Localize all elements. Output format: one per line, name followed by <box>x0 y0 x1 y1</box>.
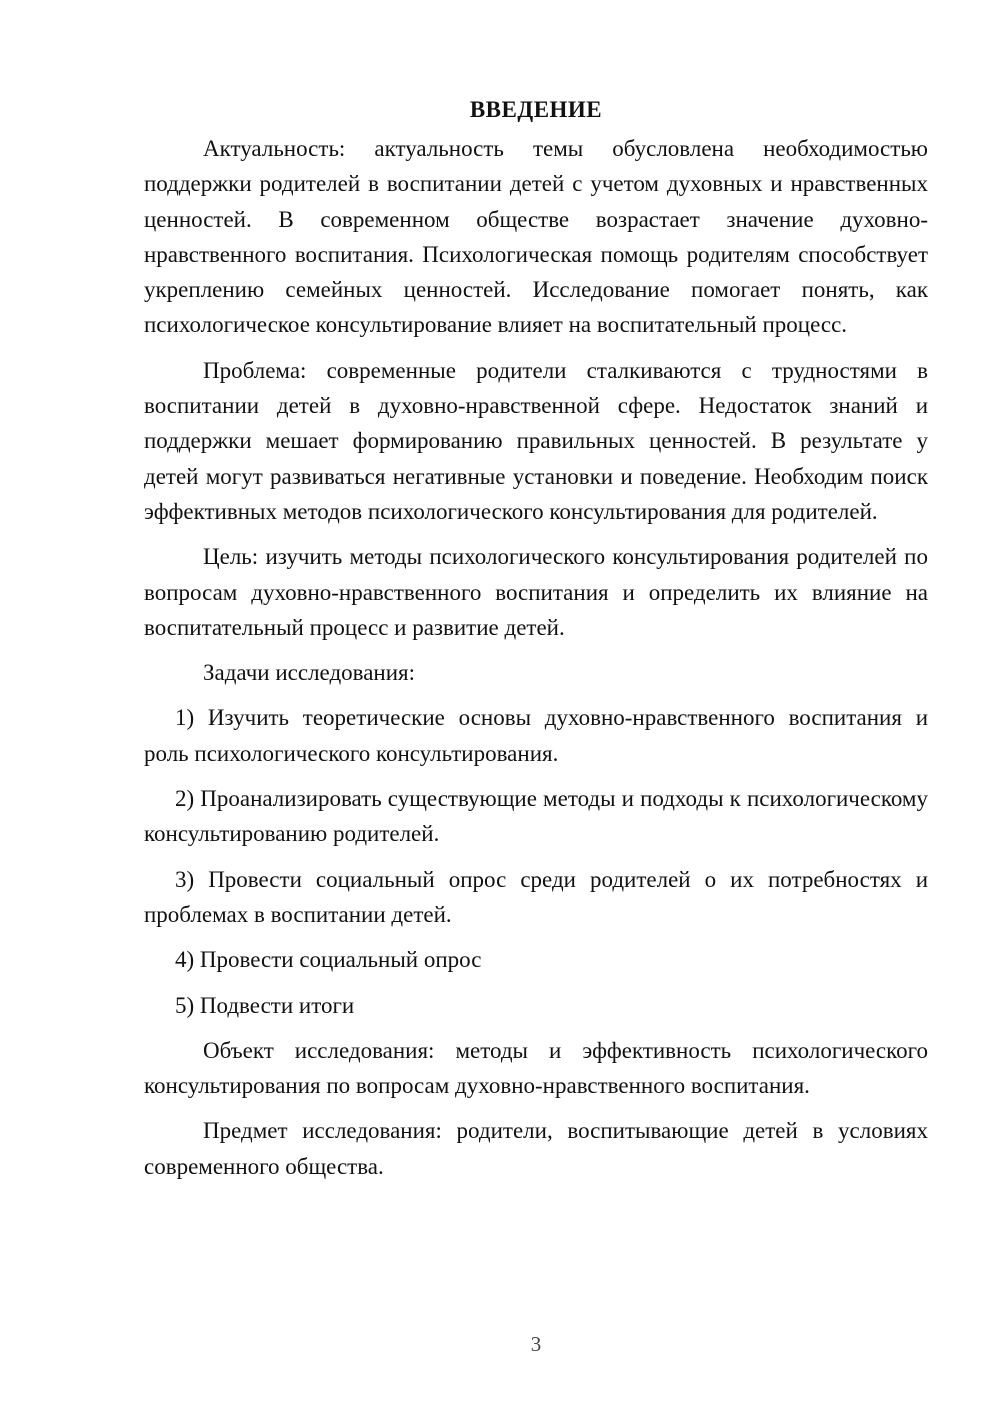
object-paragraph: Объект исследования: методы и эффективность психологического консультирования по вопросам духовно-нравственного воспитания. <box>144 1037 928 1099</box>
task-item-5: 5) Подвести итоги <box>175 992 355 1018</box>
task-item-4: 4) Провести социальный опрос <box>175 947 482 973</box>
relevance-paragraph: Актуальность: актуальность темы обусловлена необходимостью поддержки родителей в воспитании детей с учетом духовных и нравственных ценностей. В современном обществе возрастает значение духовно-нравственного воспитания. Психологическая помощь родителям способствует укреплению семейных ценностей. Исследование помогает понять, как психологическое консультирование влияет на воспитательный процесс. <box>144 136 928 338</box>
subject-paragraph: Предмет исследования: родители, воспитывающие детей в условиях современного общества. <box>144 1118 928 1179</box>
problem-paragraph: Проблема: современные родители сталкиваются с трудностями в воспитании детей в духовно-нравственной сфере. Недостаток знаний и поддержки мешает формированию правильных ценностей. В результате у детей могут развиваться негативные установки и поведение. Необходим поиск эффективных методов психологического консультирования для родителей. <box>144 357 928 524</box>
goal-paragraph: Цель: изучить методы психологического консультирования родителей по вопросам духовно-нравственного воспитания и определить их влияние на воспитательный процесс и развитие детей. <box>144 544 928 640</box>
document-page <box>144 92 928 1184</box>
section-heading: ВВЕДЕНИЕ <box>469 97 603 122</box>
task-item-2: 2) Проанализировать существующие методы и подходы к психологическому консультированию родителей. <box>144 786 928 847</box>
task-item-1: 1) Изучить теоретические основы духовно-нравственного воспитания и роль психологического консультирования. <box>144 705 928 766</box>
tasks-title: Задачи исследования: <box>203 660 416 686</box>
task-item-3: 3) Провести социальный опрос среди родителей о их потребностях и проблемах в воспитании детей. <box>144 866 928 927</box>
page-number: 3 <box>530 1332 542 1356</box>
